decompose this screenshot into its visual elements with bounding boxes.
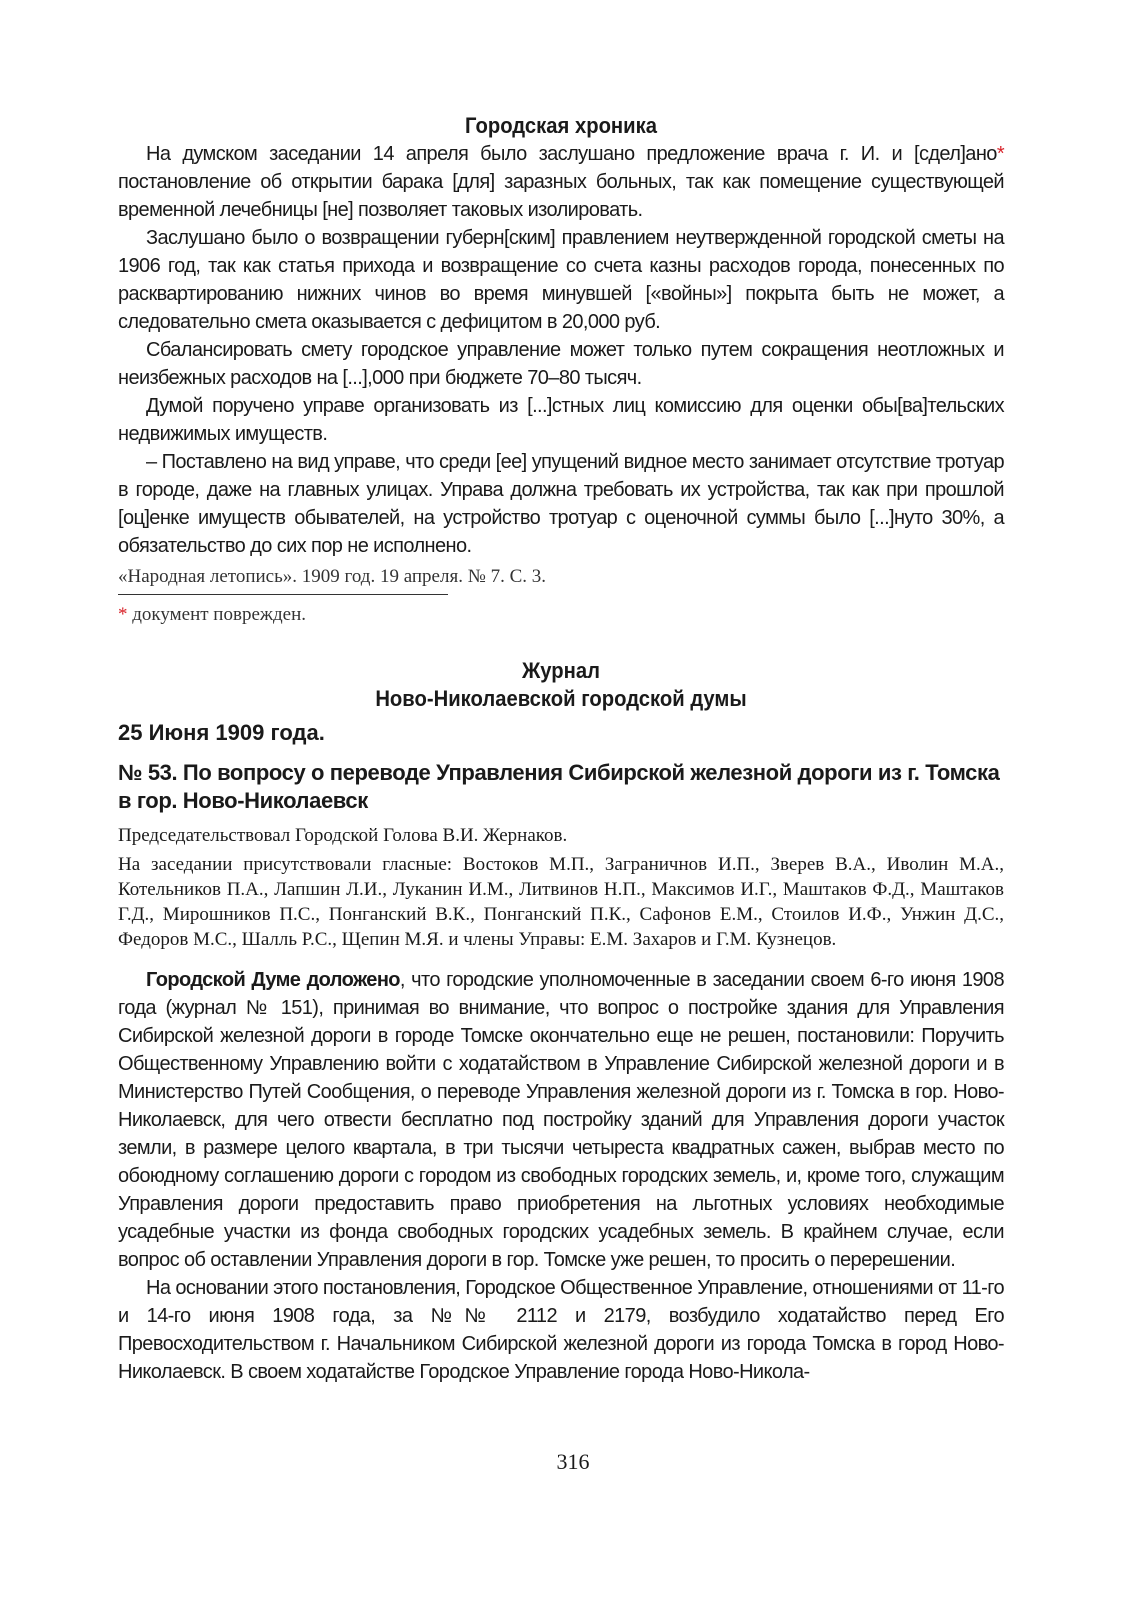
- chronicle-paragraph-2: Заслушано было о возвращении губерн[ским] правлением неутвержденной городской сметы на 1906 год, так как статья прихода и возвращение со счета казны расходов города, понесенных по расквартированию нижних чинов во время минувшей [«войны»] покрыта быть не может, а следовательно смета оказывается с дефицитом в 20,000 руб.: [118, 227, 1004, 333]
- chronicle-p1-text-after: постановление об открытии барака [для] заразных больных, так как помещение существующей временной лечебницы [не] позволяет таковых изолировать.: [118, 171, 1004, 221]
- journal-title-line-1: Журнал: [522, 658, 600, 683]
- footnote-star: *: [118, 604, 128, 625]
- journal-item-heading: № 53. По вопросу о переводе Управления Сибирской железной дороги из г. Томска в гор. Ново-Николаевск: [118, 760, 1000, 813]
- journal-chair: Председательствовал Городской Голова В.И. Жернаков.: [118, 825, 568, 846]
- journal-p1-bold: Городской Думе доложено: [146, 969, 400, 991]
- chronicle-paragraph-4: Думой поручено управе организовать из [...]стных лиц комиссию для оценки обы[ва]тельских недвижимых имуществ.: [118, 395, 1004, 445]
- footnote-divider: [118, 594, 448, 595]
- chronicle-source: «Народная летопись». 1909 год. 19 апреля. № 7. С. 3.: [118, 566, 547, 587]
- document-page: [118, 112, 1004, 1386]
- journal-p1-rest: , что городские уполномоченные в заседании своем 6-го июня 1908 года (журнал № 151), принимая во внимание, что вопрос о постройке здания для Управления Сибирской железной дороги в городе Томске окончательно еще не решен, постановили: Поручить Общественному Управлению войти с ходатайством в Управление Сибирской железной дороги и в Министерство Путей Сообщения, о переводе Управления железной дороги из г. Томска в гор. Ново-Николаевск, для чего отвести бесплатно под постройку зданий для Управления дороги участок земли, в размере целого квартала, в три тысячи четыреста квадратных сажен, выбрав место по обоюдному соглашению дороги с городом из свободных городских земель, и, кроме того, служащим Управления дороги предоставить право приобретения на льготных условиях необходимые усадебные участки из фонда свободных городских усадебных земель. В крайнем случае, если вопрос об оставлении Управления дороги в гор. Томске уже решен, то просить о перерешении.: [118, 969, 1004, 1271]
- chronicle-title: Городская хроника: [465, 113, 657, 138]
- journal-date: 25 Июня 1909 года.: [118, 720, 325, 745]
- chronicle-p1-text-before: На думском заседании 14 апреля было заслушано предложение врача г. И. и [сдел]ано: [146, 143, 997, 165]
- journal-paragraph-2: На основании этого постановления, Городское Общественное Управление, отношениями от 11-го и 14-го июня 1908 года, за №№ 2112 и 2179, возбудило ходатайство перед Его Превосходительством г. Начальником Сибирской железной дороги из города Томска в город Ново-Николаевск. В своем ходатайстве Городское Управление города Ново-Никола-: [118, 1277, 1004, 1383]
- journal-paragraph-1: [118, 966, 1004, 1274]
- chronicle-paragraph-1: [118, 140, 1004, 224]
- page-number: 316: [556, 1449, 590, 1474]
- footnote-text: документ поврежден.: [127, 604, 307, 625]
- footnote-marker: *: [996, 143, 1004, 165]
- journal-body: [118, 966, 1004, 1386]
- chronicle-paragraph-5: – Поставлено на вид управе, что среди [ее] упущений видное место занимает отсутствие тротуар в городе, даже на главных улицах. Управа должна требовать их устройства, так как при прошлой [оц]енке имуществ обывателей, на устройство тротуар с оценочной суммы было [...]нуто 30%, а обязательство до сих пор не исполнено.: [118, 451, 1004, 557]
- footnote: [118, 603, 1004, 627]
- chronicle-paragraph-3: Сбалансировать смету городское управление может только путем сокращения неотложных и неизбежных расходов на [...],000 при бюджете 70–80 тысяч.: [118, 339, 1004, 389]
- journal-attendees: На заседании присутствовали гласные: Востоков М.П., Заграничнов И.П., Зверев В.А., Иволин М.А., Котельников П.А., Лапшин Л.И., Луканин И.М., Литвинов Н.П., Максимов И.Г., Маштаков Ф.Д., Маштаков Г.Д., Мирошников П.С., Понганский В.К., Понганский П.К., Сафонов Е.М., Стоилов И.Ф., Унжин Д.С., Федоров М.С., Шалль Р.С., Щепин М.Я. и члены Управы: Е.М. Захаров и Г.М. Кузнецов.: [118, 854, 1004, 950]
- journal-title-line-2: Ново-Николаевской городской думы: [375, 686, 747, 711]
